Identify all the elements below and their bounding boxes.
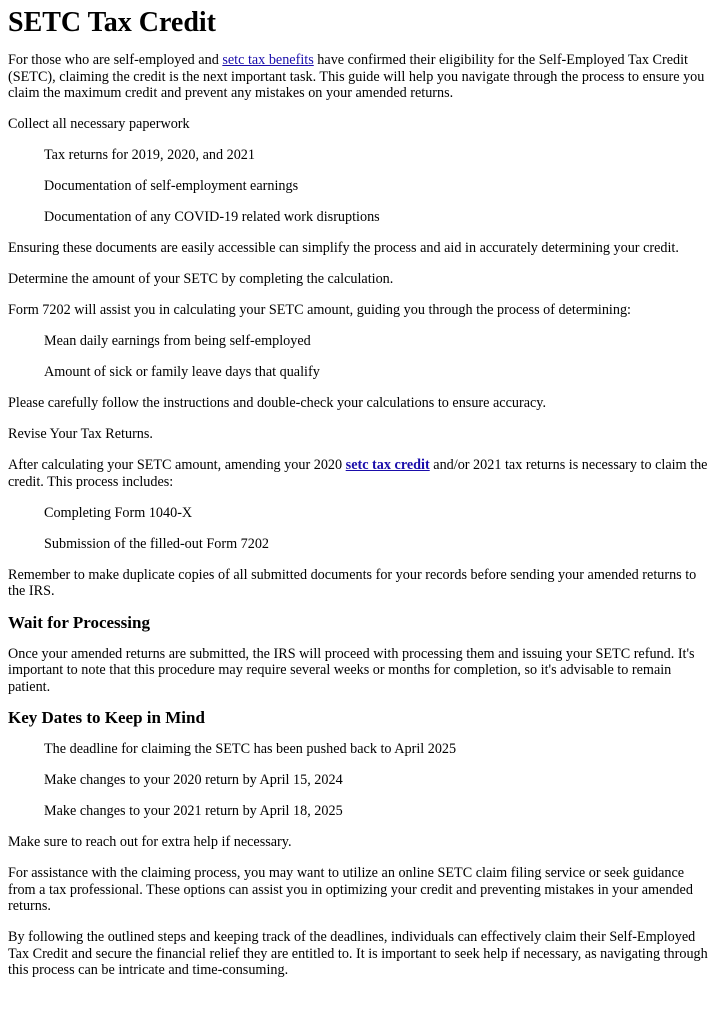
revise-item: Submission of the filled-out Form 7202 [44,535,270,552]
form-item: Amount of sick or family leave days that qualify [44,364,320,380]
wait-heading: Wait for Processing [8,612,150,632]
collect-heading: Collect all necessary paperwork [8,116,190,132]
revise-heading: Revise Your Tax Returns. [8,426,153,442]
revise-text-after: and/or 2021 tax returns is necessary to claim the credit. This process includes: [8,457,708,490]
collect-note: Ensuring these documents are easily accessible can simplify the process and aid in accurately determining your credit. [8,240,679,256]
intro-text-before: For those who are self-employed and [8,52,223,68]
dates-heading: Key Dates to Keep in Mind [8,708,205,727]
determine-heading: Determine the amount of your SETC by completing the calculation. [8,271,394,287]
setc-tax-credit-link[interactable]: setc tax credit [345,457,430,473]
form-note: Form 7202 will assist you in calculating your SETC amount, guiding you through the process of determining: [8,302,631,318]
revise-item: Completing Form 1040-X [44,504,193,521]
date-item: Make changes to your 2020 return by April 15, 2024 [44,772,343,788]
collect-item: Tax returns for 2019, 2020, and 2021 [44,147,255,163]
collect-item: Documentation of any COVID-19 related work disruptions [44,209,380,225]
revise-paragraph [8,457,712,490]
collect-item: Documentation of self-employment earnings [44,178,299,194]
help-note: Make sure to reach out for extra help if necessary. [8,834,292,850]
remember-note: Remember to make duplicate copies of all submitted documents for your records before sending your amended returns to the IRS. [8,566,697,599]
closing-paragraph: By following the outlined steps and keeping track of the deadlines, individuals can effectively claim their Self-Employed Tax Credit and secure the financial relief they are entitled to. It is important to seek help if necessary, as navigating through this process can be intricate and time-consuming. [8,929,708,978]
intro-text-after: have confirmed their eligibility for the Self-Employed Tax Credit (SETC), claiming the credit is the next important task. This guide will help you navigate through the process to ensure you claim the maximum credit and prevent any mistakes on your amended returns. [8,52,705,101]
date-item: Make changes to your 2021 return by April 18, 2025 [44,803,343,819]
assist-paragraph: For assistance with the claiming process, you may want to utilize an online SETC claim filing service or seek guidance from a tax professional. These options can assist you in optimizing your credit and preventing mistakes in your amended returns. [8,865,693,914]
date-item: The deadline for claiming the SETC has been pushed back to April 2025 [44,741,457,757]
setc-tax-benefits-link[interactable]: setc tax benefits [222,52,314,68]
wait-paragraph: Once your amended returns are submitted, the IRS will proceed with processing them and issuing your SETC refund. It's important to note that this procedure may require several weeks or months for completion, so it's advisable to remain patient. [8,645,695,695]
page-title: SETC Tax Credit [8,7,216,38]
careful-note: Please carefully follow the instructions and double-check your calculations to ensure accuracy. [8,395,547,411]
document [0,7,720,979]
intro-paragraph [8,52,712,102]
form-item: Mean daily earnings from being self-employed [44,333,311,349]
revise-text-before: After calculating your SETC amount, amending your 2020 [8,457,346,473]
